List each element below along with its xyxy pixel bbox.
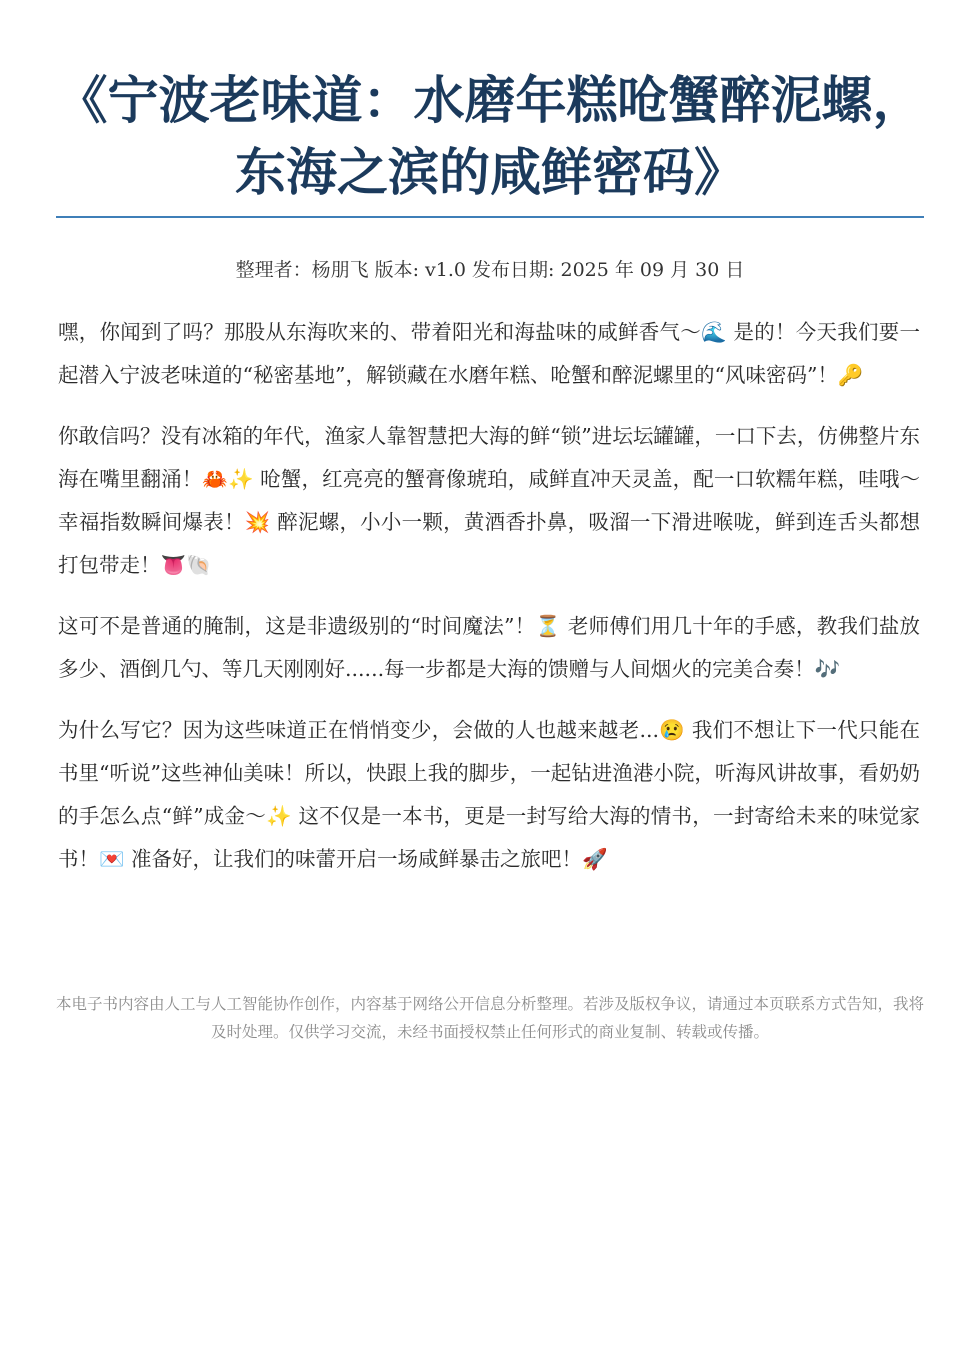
paragraph-1: 嘿，你闻到了吗？那股从东海吹来的、带着阳光和海盐味的咸鲜香气～🌊 是的！今天我们要一起潜入宁波老味道的“秘密基地”，解锁藏在水磨年糕、呛蟹和醉泥螺里的“风味密码”！🔑: [58, 320, 920, 387]
paragraph-3: 这可不是普通的腌制，这是非遗级别的“时间魔法”！⏳ 老师傅们用几十年的手感，教我们盐放多少、酒倒几勺、等几天刚刚好......每一步都是大海的馈赠与人间烟火的完美合奏！🎶: [58, 614, 920, 681]
body-text: [58, 311, 920, 899]
paragraph-2: 你敢信吗？没有冰箱的年代，渔家人靠智慧把大海的鲜“锁”进坛坛罐罐，一口下去，仿佛整片东海在嘴里翻涌！🦀✨ 呛蟹，红亮亮的蟹膏像琥珀，咸鲜直冲天灵盖，配一口软糯年糕，哇哦～幸福指数瞬间爆表！💥 醉泥螺，小小一颗，黄酒香扑鼻，吸溜一下滑进喉咙，鲜到连舌头都想打包带走！👅🐚: [58, 424, 920, 577]
copyright-notice: 本电子书内容由人工与人工智能协作创作，内容基于网络公开信息分析整理。若涉及版权争议，请通过本页联系方式告知，我将及时处理。仅供学习交流，未经书面授权禁止任何形式的商业复制、转载或传播。: [56, 995, 925, 1041]
paragraph-4: 为什么写它？因为这些味道正在悄悄变少，会做的人也越来越老...😢 我们不想让下一代只能在书里“听说”这些神仙美味！所以，快跟上我的脚步，一起钻进渔港小院，听海风讲故事，看奶奶的手怎么点“鲜”成金～✨ 这不仅是一本书，更是一封写给大海的情书，一封寄给未来的味觉家书！💌 准备好，让我们的味蕾开启一场咸鲜暴击之旅吧！🚀: [58, 718, 920, 871]
title-divider: [56, 216, 924, 218]
document-meta: 整理者：杨朋飞 版本: v1.0 发布日期: 2025 年 09 月 30 日: [235, 259, 745, 281]
page-title: 《宁波老味道：水磨年糕呛蟹醉泥螺，东海之滨的咸鲜密码》: [56, 72, 924, 203]
